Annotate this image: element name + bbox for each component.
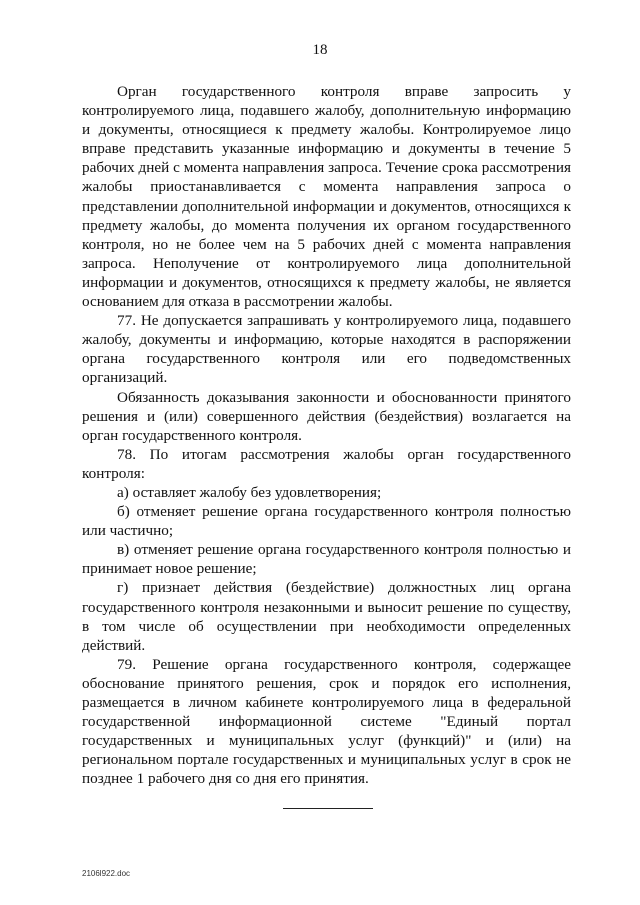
paragraph-item-78-a: а) оставляет жалобу без удовлетворения;: [117, 483, 382, 501]
paragraph-item-79: 79. Решение органа государственного контроля, содержащее обоснование принятого решения, срок и порядок его исполнения, размещается в личном кабинете контролируемого лица в федеральной государственной информационной системе "Единый портал государственных и муниципальных услуг (функций)" и (или) на региональном портале государственных и муниципальных услуг в срок не позднее 1 рабочего дня со дня его принятия.: [82, 655, 571, 788]
paragraph-item-78-b: б) отменяет решение органа государственного контроля полностью или частично;: [82, 503, 571, 540]
paragraph-burden-of-proof: Обязанность доказывания законности и обоснованности принятого решения и (или) совершенного действия (бездействия) возлагается на орган государственного контроля.: [82, 388, 571, 444]
paragraph-additional-info: Орган государственного контроля вправе запросить у контролируемого лица, подавшего жалобу, дополнительную информацию и документы, относящиеся к предмету жалобы. Контролируемое лицо вправе представить указанные информацию и документы в течение 5 рабочих дней с момента направления запроса. Течение срока рассмотрения жалобы приостанавливается с момента направления запроса о представлении дополнительной информации и документов, относящихся к предмету жалобы, до момента получения их органом государственного контроля, но не более чем на 5 рабочих дней с момента направления запроса. Неполучение от контролируемого лица дополнительной информации и документов, относящихся к предмету жалобы, не является основанием для отказа в рассмотрении жалобы.: [82, 83, 571, 311]
paragraph-item-77: 77. Не допускается запрашивать у контролируемого лица, подавшего жалобу, документы и информацию, которые находятся в распоряжении органа государственного контроля или его подведомственных организаций.: [82, 312, 571, 387]
paragraph-item-78-g: г) признает действия (бездействие) должностных лиц органа государственного контроля незаконными и выносит решение по существу, в том числе об осуществлении при необходимости определенных действий.: [82, 579, 571, 654]
file-code: 2106l922.doc: [82, 869, 131, 878]
page-number: 18: [312, 42, 328, 58]
document-body: [82, 82, 571, 788]
end-divider: [283, 808, 373, 809]
paragraph-item-78: 78. По итогам рассмотрения жалобы орган государственного контроля:: [82, 445, 571, 482]
paragraph-item-78-v: в) отменяет решение органа государственного контроля полностью и принимает новое решение;: [82, 541, 571, 578]
